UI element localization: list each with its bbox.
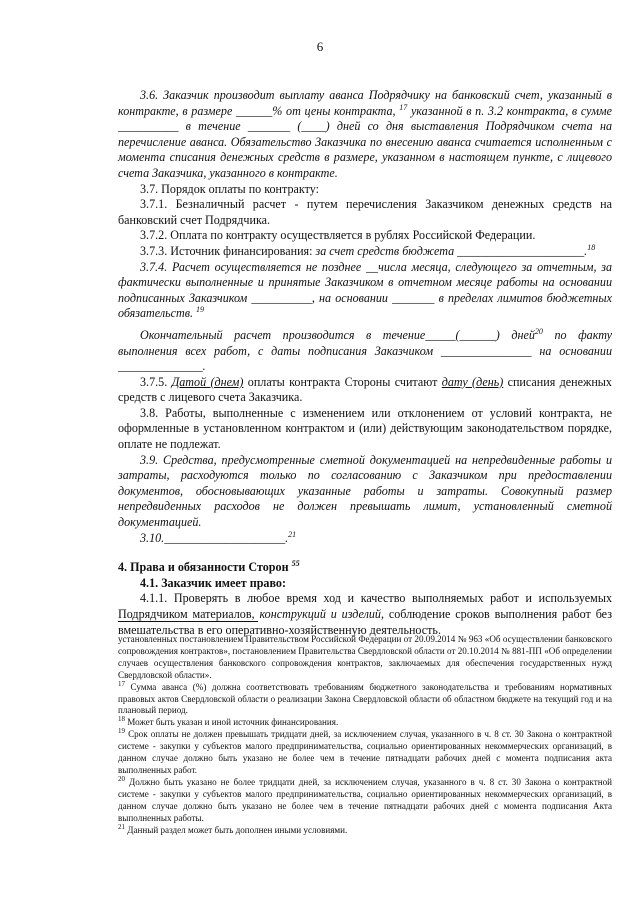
clause-3-8: 3.8. Работы, выполненные с изменением или отклонением от условий контракта, не оформленные в установленном контрактом и (или) действующим законодательством порядке, оплате не подлежат. <box>118 405 612 452</box>
footnote-ref-20: 20 <box>534 326 543 336</box>
footnote-ref-17: 17 <box>399 102 408 112</box>
footnote-ref-18: 18 <box>587 242 596 252</box>
clause-4-1-1: 4.1.1. Проверять в любое время ход и качество выполняемых работ и используемых Подрядчиком материалов, конструкций и изделий, соблюдение сроков выполнения работ без вмешательства в его оперативно-хозяйственную деятельность. <box>118 591 612 637</box>
footnotes <box>118 634 612 836</box>
footnote-ref-19: 19 <box>196 305 205 315</box>
clause-3-7: 3.7. Порядок оплаты по контракту: <box>140 181 319 196</box>
contract-body <box>118 88 612 638</box>
footnote-17: $^{17}$ Сумма аванса (%) должна соответствовать требованиям бюджетного законодательства и требованиям нормативных правовых актов Свердловской области о реализации Закона Свердловской области об областном бюджете на текущий год и на плановый период. <box>118 679 612 716</box>
footnote-18: $^{18}$ Может быть указан и иной источник финансирования. <box>118 715 339 728</box>
clause-3-7-2: 3.7.2. Оплата по контракту осуществляется в рублях Российской Федерации. <box>140 228 536 243</box>
footnote-21: $^{21}$ Данный раздел может быть дополнен иными условиями. <box>118 822 348 835</box>
clause-3-6: 3.6. Заказчик производит выплату аванса Подрядчику на банковский счет, указанный в контракте, в размере ______% от цены контракта, $^{17}$ указанной в п. 3.2 контракта, в сумме __________ в течение _______ (____) дней со дня выставления Подрядчиком счета на перечисление аванса. Обязательство Заказчика по внесению аванса считается исполненным с момента списания денежных средств в размере, указанном в настоящем пункте, с лицевого счета Заказчика, указанного в контракте. <box>118 88 612 180</box>
footnote-20: $^{20}$ Должно быть указано не более тридцати дней, за исключением случая, указанного в ч. 8 ст. 30 Закона о контрактной системе - закупки у субъектов малого предпринимательства, социально ориентированных некоммерческих организаций, в данном случае должно быть указано не более чем в течение пятнадцати рабочих дней с момента подписания Акта выполненных работы. <box>118 774 612 823</box>
footnote-19: $^{19}$ Срок оплаты не должен превышать тридцати дней, за исключением случая, указанного в ч. 8 ст. 30 Закона о контрактной системе - закупки у субъектов малого предпринимательства, социально ориентированных некоммерческих организаций, в данном случае должно быть указано не более чем в течение пятнадцати рабочих дней с момента подписания акта выполненных работ. <box>118 727 612 775</box>
footnote-ref-21: 21 <box>288 529 297 539</box>
footnote-continuation: установленных постановлением Правительством Российской Федерации от 20.09.2014 № 963 «Об осуществлении банковского сопровождения контрактов», постановлением Правительства Свердловской области от 20.10.2014 № 881-ПП «Об определении случаев осуществления банковского сопровождения контрактов, заключаемых для обеспечения государственных нужд Свердловской области». <box>118 634 612 680</box>
clause-3-7-5: 3.7.5. Датой (днем) оплаты контракта Стороны считают дату (день) списания денежных средств с лицевого счета Заказчика. <box>118 374 612 405</box>
final-payment-clause: Окончательный расчет производится в течение_____(______) дней$^{20}$ по факту выполнения всех работ, с даты подписания Заказчиком _______________ на основании ______________. <box>118 326 612 374</box>
clause-3-7-1: 3.7.1. Безналичный расчет - путем перечисления Заказчиком денежных средств на банковский счет Подрядчика. <box>118 197 612 227</box>
clause-3-10: 3.10.____________________.$^{21}$ <box>140 529 297 545</box>
page-number: 6 <box>316 39 324 54</box>
section-4-heading: 4. Права и обязанности Сторон $^{55}$ <box>118 559 300 575</box>
footnote-separator <box>118 621 258 622</box>
clause-3-7-3: 3.7.3. Источник финансирования: за счет средств бюджета _____________________.$^{18}$ <box>140 242 596 258</box>
clause-3-9: 3.9. Средства, предусмотренные сметной документацией на непредвиденные работы и затраты, расходуются только по согласованию с Заказчиком при предоставлении документов, обосновывающих указанные работы и затраты. Совокупный размер непредвиденных расходов не должен превышать лимит, установленный сметной документацией. <box>118 452 612 530</box>
clause-4-1: 4.1. Заказчик имеет право: <box>140 575 286 590</box>
footnote-ref-55: 55 <box>291 559 300 569</box>
clause-3-7-4: 3.7.4. Расчет осуществляется не позднее __числа месяца, следующего за отчетным, за фактически выполненные и принятые Заказчиком в отчетном месяце работы на основании подписанных Заказчиком __________, на основании _______ в пределах лимитов бюджетных обязательств. $^{19}$ <box>118 259 612 321</box>
